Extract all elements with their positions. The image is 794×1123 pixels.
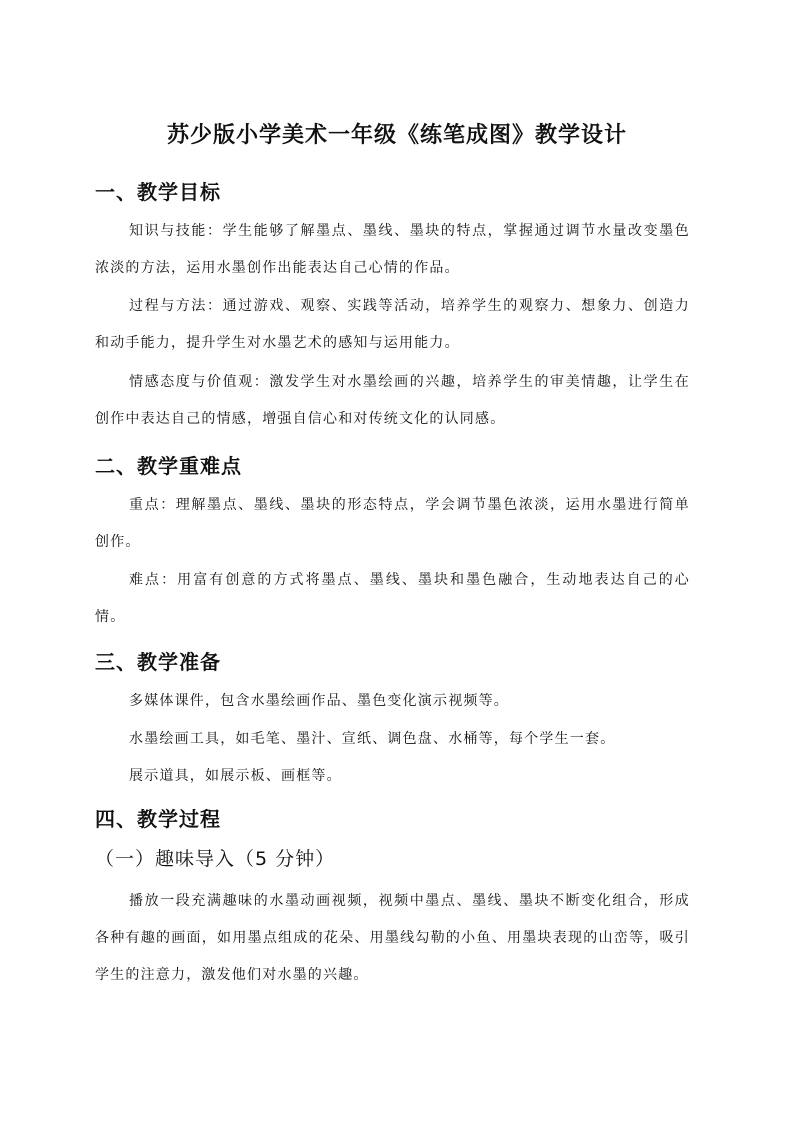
document-title: 苏少版小学美术一年级《练笔成图》教学设计 — [166, 123, 627, 148]
paragraph: 重点：理解墨点、墨线、墨块的形态特点，学会调节墨色浓淡，运用水墨进行简单创作。 — [95, 497, 690, 550]
paragraph: 情感态度与价值观：激发学生对水墨绘画的兴趣，培养学生的审美情趣，让学生在创作中表达自己的情感，增强自信心和对传统文化的认同感。 — [95, 374, 690, 427]
section-heading-objectives: 一、教学目标 — [95, 180, 221, 204]
paragraph: 水墨绘画工具，如毛笔、墨汁、宣纸、调色盘、水桶等，每个学生一套。 — [129, 731, 616, 747]
section-heading-key-points: 二、教学重难点 — [95, 454, 242, 478]
paragraph: 播放一段充满趣味的水墨动画视频，视频中墨点、墨线、墨块不断变化组合，形成各种有趣的画面，如用墨点组成的花朵、用墨线勾勒的小鱼、用墨块表现的山峦等，吸引学生的注意力，激发他们对水墨的兴趣。 — [95, 893, 690, 983]
section-heading-process: 四、教学过程 — [95, 807, 221, 831]
section-heading-preparation: 三、教学准备 — [95, 650, 221, 674]
subsection-heading-intro: （一）趣味导入（5 分钟） — [95, 848, 336, 870]
paragraph: 展示道具，如展示板、画框等。 — [129, 768, 342, 784]
paragraph: 知识与技能：学生能够了解墨点、墨线、墨块的特点，掌握通过调节水量改变墨色浓淡的方法，运用水墨创作出能表达自己心情的作品。 — [95, 223, 690, 276]
paragraph: 多媒体课件，包含水墨绘画作品、墨色变化演示视频等。 — [129, 693, 509, 709]
paragraph: 过程与方法：通过游戏、观察、实践等活动，培养学生的观察力、想象力、创造力和动手能力，提升学生对水墨艺术的感知与运用能力。 — [95, 298, 690, 351]
paragraph: 难点：用富有创意的方式将墨点、墨线、墨块和墨色融合，生动地表达自己的心情。 — [95, 572, 690, 625]
